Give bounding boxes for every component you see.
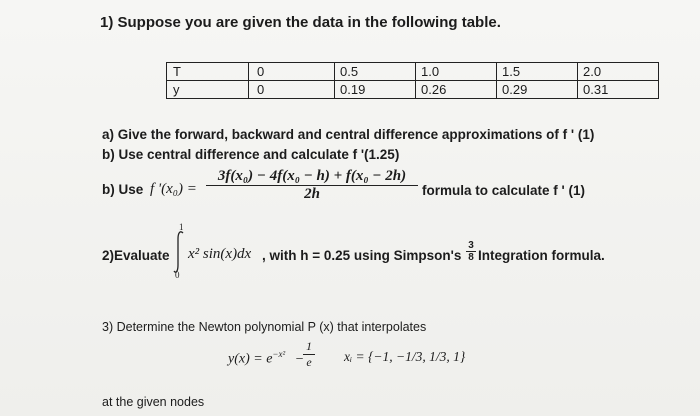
question-1b2-prefix: b) Use	[102, 182, 144, 197]
table-cell: 0.5	[335, 63, 416, 81]
simpson-fraction-num: 3	[466, 240, 476, 252]
table-cell: 1.5	[497, 63, 578, 81]
table-cell: y	[167, 81, 249, 99]
question-2-prefix: 2)Evaluate	[102, 248, 170, 263]
function-base: y(x) = e	[228, 351, 273, 367]
integral-icon	[172, 229, 186, 275]
question-1-title: 1) Suppose you are given the data in the following table.	[100, 14, 501, 31]
formula-numerator: 3f(x₀) − 4f(x₀ − h) + f(x₀ − 2h)	[206, 168, 418, 186]
table-cell: 2.0	[578, 63, 659, 81]
table-cell: 0.31	[578, 81, 659, 99]
table-cell: 0	[249, 81, 335, 99]
question-3-title: 3) Determine the Newton polynomial P (x) that interpolates	[102, 320, 427, 334]
table-cell: 0	[249, 63, 335, 81]
interpolation-nodes: xᵢ = {−1, −1/3, 1/3, 1}	[344, 349, 466, 364]
one-over-e-fraction	[303, 339, 315, 370]
question-1a: a) Give the forward, backward and central difference approximations of f ' (1)	[102, 127, 595, 142]
question-2-suffix: Integration formula.	[478, 248, 605, 263]
function-minus: −	[294, 351, 305, 367]
data-table	[166, 62, 659, 99]
table-cell: 0.29	[497, 81, 578, 99]
function-definition	[228, 349, 304, 368]
integral-sign	[172, 229, 186, 275]
integrand: x² sin(x)dx	[188, 246, 252, 262]
integral-lower-limit: 0	[175, 270, 180, 280]
simpson-fraction	[466, 240, 476, 263]
table-row	[167, 63, 659, 81]
table-row	[167, 81, 659, 99]
table-cell: T	[167, 63, 249, 81]
formula-lhs: f '(x₀) =	[150, 181, 197, 197]
question-1b2-suffix: formula to calculate f ' (1)	[422, 183, 585, 198]
question-1b: b) Use central difference and calculate f '(1.25)	[102, 147, 400, 162]
question-3-footer: at the given nodes	[102, 395, 205, 409]
formula-denominator: 2h	[304, 186, 320, 202]
question-2-middle: , with h = 0.25 using Simpson's	[262, 248, 462, 263]
one-over-e-num: 1	[303, 339, 315, 355]
difference-formula	[206, 168, 418, 203]
table-cell: 0.19	[335, 81, 416, 99]
one-over-e-den: e	[306, 355, 312, 369]
integral-upper-limit: 1	[179, 222, 184, 232]
function-exponent: −x²	[272, 349, 286, 359]
table-cell: 0.26	[416, 81, 497, 99]
table-cell: 1.0	[416, 63, 497, 81]
simpson-fraction-den: 8	[468, 252, 474, 263]
